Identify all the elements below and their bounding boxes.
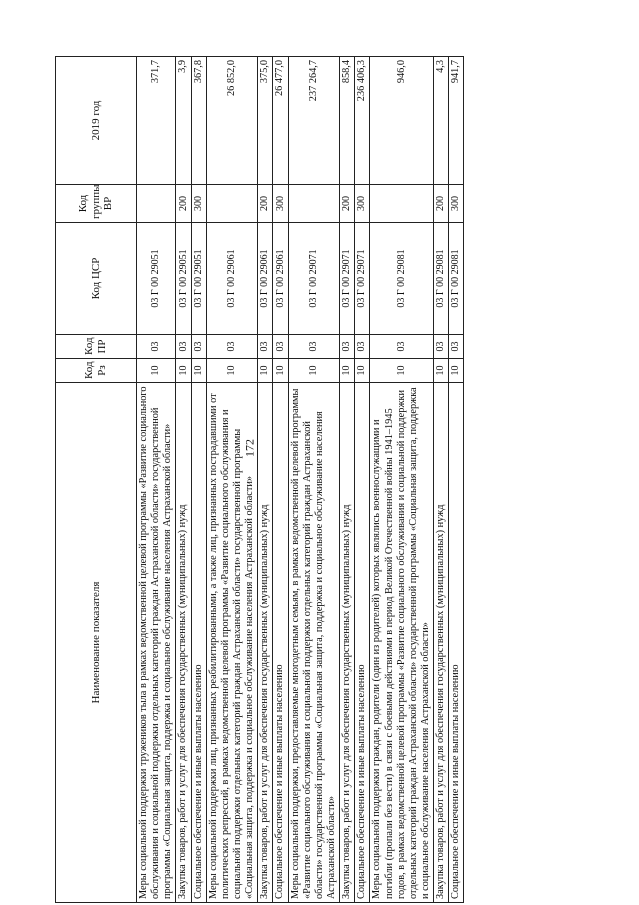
table-row [449,57,464,903]
cell-name: Социальное обеспечение и иные выплаты населению [273,383,288,903]
cell-csr: 03 Г 00 29071 [355,223,370,335]
cell-pr: 03 [137,335,176,359]
cell-csr: 03 Г 00 29081 [449,223,464,335]
cell-sum: 941,7 [449,57,464,185]
cell-pr: 03 [288,335,340,359]
cell-pr: 03 [434,335,449,359]
table-header-row [56,57,137,903]
cell-vr: 200 [176,185,191,223]
cell-sum: 236 406,3 [355,57,370,185]
cell-rz: 10 [449,359,464,383]
cell-vr: 300 [191,185,206,223]
cell-name: Закупка товаров, работ и услуг для обеспечения государственных (муниципальных) нужд [258,383,273,903]
table-row [137,57,176,903]
cell-pr: 03 [191,335,206,359]
cell-rz: 10 [191,359,206,383]
cell-csr: 03 Г 00 29061 [206,223,258,335]
cell-vr: 300 [449,185,464,223]
table-row [273,57,288,903]
cell-vr: 200 [340,185,355,223]
cell-name: Закупка товаров, работ и услуг для обеспечения государственных (муниципальных) нужд [340,383,355,903]
cell-sum: 26 477,0 [273,57,288,185]
cell-sum: 371,7 [137,57,176,185]
cell-vr: 200 [258,185,273,223]
cell-name: Меры социальной поддержки граждан, родители (один из родителей) которых являлись военнослужащими и погибли (пропали без вести) в связи с боевыми действиями в период Великой Отечественной войны 1941–1945 годов, в рамках ведомственной целевой программы «Развитие социального обслуживания и социальной поддержки отдельных категорий граждан Астраханской области» государственной программы «Социальная защита, поддержка и социальное обслуживание населения Астраханской области» [370,383,434,903]
cell-rz: 10 [370,359,434,383]
cell-pr: 03 [449,335,464,359]
cell-csr: 03 Г 00 29051 [176,223,191,335]
table-row [434,57,449,903]
header-name: Наименование показателя [56,383,137,903]
table-body [137,57,464,903]
cell-pr: 03 [340,335,355,359]
table-row [206,57,258,903]
cell-csr: 03 Г 00 29081 [370,223,434,335]
cell-rz: 10 [258,359,273,383]
cell-rz: 10 [340,359,355,383]
cell-name: Социальное обеспечение и иные выплаты населению [449,383,464,903]
cell-sum: 26 852,0 [206,57,258,185]
cell-sum: 3,9 [176,57,191,185]
header-year: 2019 год [56,57,137,185]
cell-name: Меры социальной поддержки тружеников тыла в рамках ведомственной целевой программы «Развитие социального обслуживания и социальной поддержки отдельных категорий граждан Астраханской области» государственной программы «Социальная защита, поддержка и социальное обслуживание населения Астраханской области» [137,383,176,903]
cell-csr: 03 Г 00 29051 [137,223,176,335]
header-rz: Код Рз [56,359,137,383]
page-number: 172 [242,439,257,457]
table-row [370,57,434,903]
header-pr: Код ПР [56,335,137,359]
cell-csr: 03 Г 00 29051 [191,223,206,335]
cell-csr: 03 Г 00 29061 [273,223,288,335]
cell-name: Меры социальной поддержки, предоставляемые многодетным семьям, в рамках ведомственной целевой программы «Развитие социального обслуживания и социальной поддержки отдельных категорий граждан Астраханской области» государственной программы «Социальная защита, поддержка и социальное обслуживание населения Астраханской области» [288,383,340,903]
cell-name: Социальное обеспечение и иные выплаты населению [191,383,206,903]
table-row [191,57,206,903]
cell-vr [137,185,176,223]
cell-name: Меры социальной поддержки лиц, признанных реабилитированными, а также лиц, признанных пострадавшими от политических репрессий, в рамках ведомственной целевой программы «Развитие социального обслуживания и социальной поддержки отдельных категорий граждан Астраханской области» государственной программы «Социальная защита, поддержка и социальное обслуживание населения Астраханской области» [206,383,258,903]
cell-pr: 03 [273,335,288,359]
cell-csr: 03 Г 00 29071 [288,223,340,335]
cell-sum: 858,4 [340,57,355,185]
cell-pr: 03 [176,335,191,359]
cell-vr: 300 [273,185,288,223]
header-vr: Код группы ВР [56,185,137,223]
cell-rz: 10 [288,359,340,383]
cell-sum: 946,0 [370,57,434,185]
header-csr: Код ЦСР [56,223,137,335]
cell-vr: 200 [434,185,449,223]
cell-vr [370,185,434,223]
cell-rz: 10 [206,359,258,383]
cell-pr: 03 [206,335,258,359]
cell-sum: 4,3 [434,57,449,185]
cell-csr: 03 Г 00 29081 [434,223,449,335]
cell-sum: 375,0 [258,57,273,185]
cell-vr [288,185,340,223]
cell-rz: 10 [176,359,191,383]
cell-rz: 10 [137,359,176,383]
cell-csr: 03 Г 00 29071 [340,223,355,335]
cell-sum: 237 264,7 [288,57,340,185]
table-row [176,57,191,903]
table-row [258,57,273,903]
cell-name: Закупка товаров, работ и услуг для обеспечения государственных (муниципальных) нужд [434,383,449,903]
cell-name: Социальное обеспечение и иные выплаты населению [355,383,370,903]
cell-pr: 03 [370,335,434,359]
cell-vr [206,185,258,223]
cell-rz: 10 [355,359,370,383]
cell-pr: 03 [258,335,273,359]
cell-rz: 10 [434,359,449,383]
cell-csr: 03 Г 00 29061 [258,223,273,335]
rotated-table-container [55,57,585,903]
cell-pr: 03 [355,335,370,359]
cell-rz: 10 [273,359,288,383]
cell-vr: 300 [355,185,370,223]
table-row [288,57,340,903]
budget-table [55,56,464,903]
table-row [340,57,355,903]
table-row [355,57,370,903]
cell-name: Закупка товаров, работ и услуг для обеспечения государственных (муниципальных) нужд [176,383,191,903]
cell-sum: 367,8 [191,57,206,185]
